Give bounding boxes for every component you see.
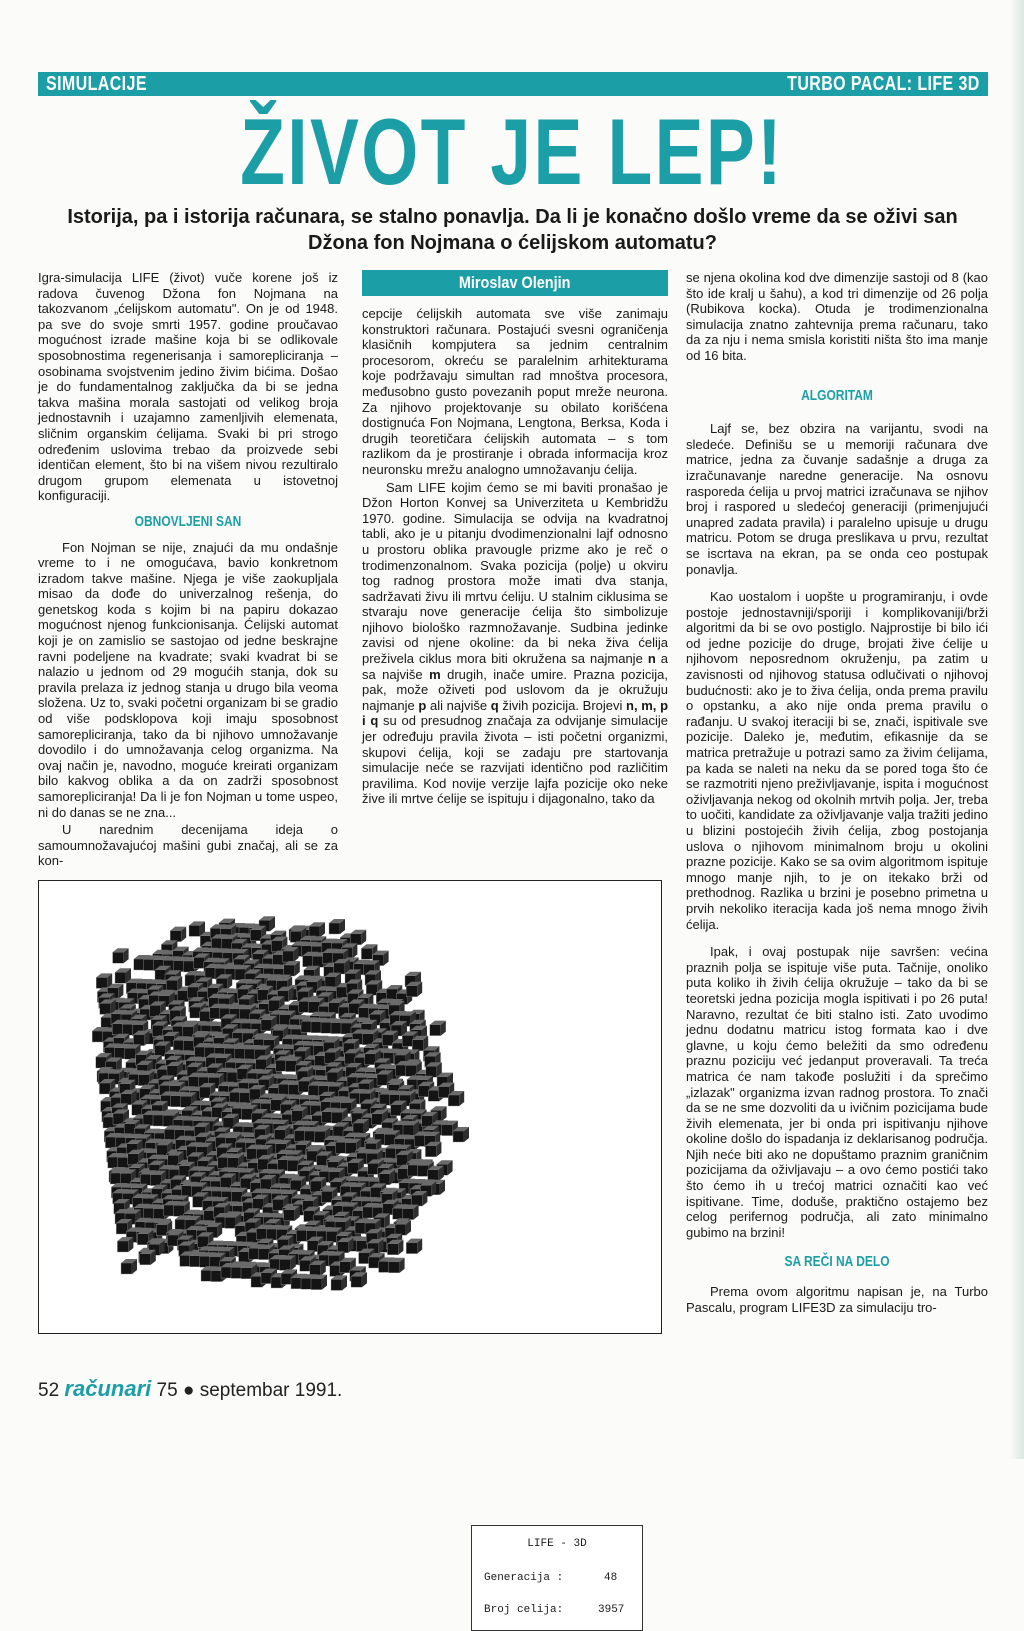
cell-cube <box>406 982 422 997</box>
cell-cube <box>280 1255 296 1270</box>
text-run: a sa najviše <box>362 651 669 682</box>
cell-cube <box>170 927 186 942</box>
simulation-info-box <box>471 1525 643 1631</box>
variable-m: m <box>429 666 441 682</box>
page-number: 52 <box>38 1380 60 1401</box>
generation-label: Generacija : <box>484 1572 564 1584</box>
cell-count-value: 3957 <box>598 1604 625 1616</box>
cell-cube <box>121 1259 137 1274</box>
cell-cube <box>387 1240 403 1255</box>
cell-cube <box>329 919 345 934</box>
cell-cube <box>283 947 299 962</box>
cell-cube <box>453 1127 469 1142</box>
paragraph: U narednim decenijama ideja o samoumnožavajućoj mašini gubi značaj, ali se za kon- <box>38 822 338 869</box>
paragraph: cepcije ćelijskih automata sve više zanimaju konstruktori računara. Postajući svesni ograničenja klasičnih kompjutera sa jednim centralnim procesorom, okreću se paralelnim arhitekturama koje podržavaju simultan rad mnoštva procesora, međusobno gusto povezanih poput mreže neurona. Za njihovo projektovanje su obilato korišćena dostignuća Fon Nojmana, Lengtona, Berksa, Koda i drugih teoretičara ćelijskih automata – s tom razlikom da je prostiranje i obrada informacija kroz neuronsku mrežu analogno umnožavanju ćelija. <box>362 306 668 477</box>
paragraph <box>362 480 668 807</box>
column-1 <box>38 270 338 869</box>
cell-cube <box>403 1205 419 1220</box>
text-run: živih pozicija. Brojevi <box>498 697 627 713</box>
cell-count-label: Broj celija: <box>484 1604 564 1616</box>
program-label: LIFE - 3D <box>527 1538 587 1550</box>
text-run: Sam LIFE kojim ćemo se mi baviti pronašao je Džon Horton Konvej sa Univerziteta u Kembridžu 1970. godine. Simulacija se odvija na kvadratnoj tabli, ako je u pitanju dvodimenzionalni lajf odnosno u prostoru oblika pravougle prizme ako je reč o trodimenzonalnom. Svaka pozicija (polje) u okviru tog radnog prostora može imati dva stanja, sadržavati živu ili mrtvu ćeliju. U stalnim ciklusima se stvaraju nove generacije ćelija što simbolizuje njihovo biološko razmnožavanje. Sudbina jedinke zavisi od njene okoline: da bi neka živa ćelija preživela ciklus mora biti okružena sa najmanje <box>362 479 668 667</box>
page-edge-shadow <box>1010 0 1024 1459</box>
text-run: su od presudnog značaja za odvijanje simulacije jer određuju pravila života – isti početni organizmi, skupovi ćelija, koji se zadaju pre startovanja simulacije neće se razvijati identično pod različitim pravilima. Kod novije verzije lajfa pozicije oko neke žive ili mrtve ćelije se ispituju i dijagonalno, tako da <box>362 713 668 807</box>
cell-cube <box>379 1170 395 1185</box>
cell-cube <box>311 1275 327 1290</box>
section-label: SIMULACIJE <box>46 73 147 95</box>
cell-cube <box>395 1220 411 1235</box>
cube-cluster-graphic <box>39 881 661 1333</box>
cell-cube <box>133 1031 149 1046</box>
paragraph: Kao uostalom i uopšte u programiranju, i ovde postoje jednostavniji/sporiji i komplikovaniji/brži algoritmi da bi se ovo postiglo. Najprostije bi bilo ići od jedne pozicije do druge, brojati žive ćelije u njihovom neposrednom okruženju, pa zatim u zavisnosti od njihovog statusa odlučivati o njihovoj budućnosti: ako je to živa ćelija, onda prema pravilu o opstanku, a ako nije onda prema pravilu o rađanju. U svakoj iteraciji bi se, znači, ispitivale sve pozicije. Daleko je, međutim, efikasnije da se matrica pretražuje u potrazi samo za živim ćelijama, pa kada se naleti na neku da se pored toga što će se razmotriti njeno preživljavanje, ispita i mogućnost oživljavanja nekog od okolnih mrtvih polja. Jer, treba to uočiti, kandidate za oživljavanje valja tražiti jedino u blizini postojećih živih ćelija, zbog postojanja uslova o njihovom minimalnom broju u okolini prazne pozicije. Kako se sa ovim algoritmom ispituje mnogo manje njih, to je on itekako brži od prethodnog. Razlika u brzini je posebno primetna u prvih nekoliko iteracija kada još nema mnogo živih ćelija. <box>686 589 988 932</box>
paragraph: Fon Nojman se nije, znajući da mu ondašnje vreme to i ne omogućava, bavio konkretnom izradom takve mašine. Njega je više zaokupljala misao da dođe do univerzalnog rešenja, do genetskog koda s kojim bi na papiru dokazao mogućnost njenog funkcionisanja. Ćelijski automat koji je on zamislio se sastojao od jedne beskrajne ravni podeljene na kvadrate; svaki kvadrat bi se nalazio u jednom od 29 mogućih stanja, dok su pravila prelaza iz jednog stanja u drugo bila veoma složena. Uz to, svaki početni organizam bi se gradio od više podsklopova koji imaju sposobnost samorepliciranja, tako da bi njihovo umnožavanje dovodilo i do umnožavanja celog organizma. Na ovaj način je, navodno, moguće kreirati organizam bilo kakvog oblika a da on zadrži sposobnost samorepliciranja! Da li je fon Nojman u tome uspeo, ni do danas se ne zna... <box>38 539 338 820</box>
column-2 <box>362 306 668 807</box>
generation-value: 48 <box>604 1572 618 1584</box>
section-heading-algoritam: ALGORITAM <box>801 386 873 404</box>
cell-cube <box>337 1238 353 1253</box>
cell-cube <box>331 1275 347 1290</box>
issue-date: septembar 1991. <box>199 1380 343 1401</box>
article-title: ŽIVOT JE LEP! <box>240 99 784 204</box>
paragraph: Lajf se, bez obzira na varijantu, svodi na sledeće. Definišu se u memoriji računara dve matrice, jedna za čuvanje sadašnje a druga za izračunavanje naredne generacije. Na osnovu rasporeda ćelija u prvoj matrici izračunava se njihov broj i raspored u sledećoj generaciji (primenjujući unapred zadata pravila) i paralelno upisuje u drugu matricu. Potom se druga preslikava u prvu, rezultat se iscrtava na ekran, pa se onda ceo postupak ponavlja. <box>686 421 988 577</box>
bullet-icon: ● <box>182 1380 195 1401</box>
page-footer <box>38 1376 342 1402</box>
paragraph: se njena okolina kod dve dimenzije sastoji od 8 (kao što ide kralj u šahu), a kod tri dimenzije od 26 polja (Rubikova kocka). Otuda je trodimenzionalna simulacija znatno zahtevnija prema računaru, tako da za nju i nema smisla koristiti ništa što ima manje od 16 bita. <box>686 270 988 363</box>
text-run: ali najviše <box>426 697 491 713</box>
author-name: Miroslav Olenjin <box>459 273 571 292</box>
text-run: drugih, inače umire. Prazna pozicija, pak, može oživeti pod uslovom da je okružuju najmanje <box>362 666 668 713</box>
cell-cube <box>353 1119 369 1134</box>
cell-cube <box>284 1206 300 1221</box>
cell-cube <box>140 1250 156 1265</box>
article-subtitle: Istorija, pa i istorija računara, se stalno ponavlja. Da li je konačno došlo vreme da se oživi san Džona fon Nojmana o ćelijskom automatu? <box>67 206 958 254</box>
intro-paragraph: Igra-simulacija LIFE (život) vuče korene još iz radova čuvenog Džona fon Nojmana na takozvanom „ćelijskom automatu". On je od 1948. pa sve do svoje smrti 1957. godine proučavao mogućnost izrade mašine koja bi se odlikovale sposobnostima regenerisanja i samorepliciranja – osobinama svojstvenim jedino živim bićima. Došao je do fundamentalnog zaključka da bi se jedna takva mašina morala sastojati od velikog broja jednostavnih i uzajamno zamenljivih elemenata, sličnim organskim ćelijama. Svaki bi pri strogo određenim uslovima trebao da proizvede sebi identičan element, što bi na višem nivou rezultiralo drugom grupom elemenata u istovetnoj konfiguraciji. <box>38 270 338 504</box>
cell-cube <box>117 1237 133 1252</box>
variables-nmpq: n, m, p i q <box>362 697 669 729</box>
cell-cube <box>309 922 325 937</box>
section-heading-obnovljeni-san: OBNOVLJENI SAN <box>134 512 242 530</box>
variable-n: n <box>647 651 656 667</box>
author-banner <box>362 270 668 296</box>
variable-q: q <box>490 697 499 713</box>
cell-cube <box>350 930 366 945</box>
column-3 <box>686 270 988 1315</box>
cell-cube <box>428 1166 444 1181</box>
top-banner <box>38 72 988 96</box>
cell-cube <box>425 1142 441 1157</box>
paragraph: Ipak, i ovaj postupak nije savršen: većina praznih polja se ispituje više puta. Tačnije, onoliko puta koliko ih živih ćelija okružuje – tako da bi se teoretski jedna pozicija mogla ispitivati i po 26 puta! Naravno, rezultat će biti stalno isti. Zato uvodimo jednu dodatnu matricu istog formata kao i dve glavne, u koju ćemo beležiti da smo određenu praznu poziciju već jedanput proveravali. Ta treća matrica će nam takođe poslužiti i da sprečimo „izlazak" organizma izvan radnog prostora. To znači da se ne sme dozvoliti da u ivičnim pozicijama bude živih elemenata, jer bi onda pri ispitivanju njihove okoline došlo do ispadanja iz deklarisanog područja. Njih neće biti ako ne dopuštamo praznim graničnim pozicijama da oživljavaju – a ovo ćemo postići tako što ćemo ih u trećoj matrici označiti kao već ispitivane. Time, doduše, praktično ostajemo bez celog perifernog područja, ali zato minimalno gubimo na brzini! <box>686 944 988 1240</box>
series-label: TURBO PACAL: LIFE 3D <box>787 73 980 95</box>
magazine-name: računari <box>64 1376 152 1401</box>
cell-cube <box>310 1261 326 1276</box>
cell-cube <box>351 1272 367 1287</box>
section-heading-sa-reci-na-delo: SA REČI NA DELO <box>784 1253 890 1271</box>
variable-p: p <box>418 697 427 713</box>
cell-cube <box>430 1021 446 1036</box>
cell-count-readout <box>484 1604 654 1616</box>
paragraph: Prema ovom algoritmu napisan je, na Turbo Pascalu, program LIFE3D za simulaciju tro- <box>686 1284 988 1315</box>
cell-cube <box>448 1091 464 1106</box>
cell-cube <box>411 1191 427 1206</box>
cell-cube <box>389 1258 405 1273</box>
cell-cube <box>406 1239 422 1254</box>
cell-cube <box>284 961 300 976</box>
generation-readout <box>484 1572 654 1584</box>
cell-cube <box>113 948 129 963</box>
issue-number: 75 <box>156 1380 178 1401</box>
